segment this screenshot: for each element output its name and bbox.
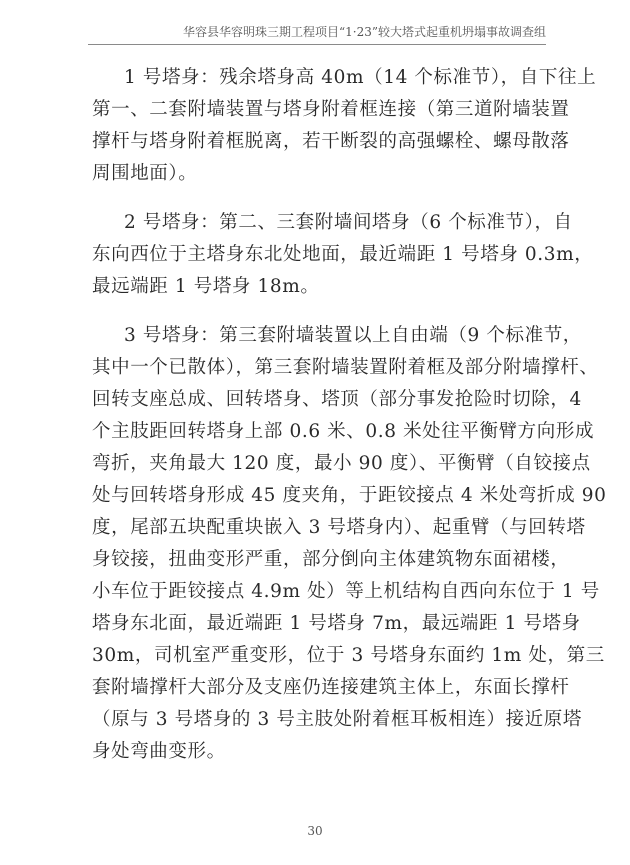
text-line: 身处弯曲变形。 <box>92 741 226 762</box>
text-line: 撑杆与塔身附着框脱离，若干断裂的高强螺栓、螺母散落 <box>92 131 570 152</box>
text-line: 其中一个已散体），第三套附墙装置附着框及部分附墙撑杆、 <box>92 357 599 378</box>
text-line: 最远端距 1 号塔身 18m。 <box>92 276 320 297</box>
text-line: 周围地面）。 <box>92 163 198 184</box>
header-title: 华容县华容明珠三期工程项目“1·23”较大塔式起重机坍塌事故调查组 <box>183 25 546 39</box>
text-line: 套附墙撑杆大部分及支座仍连接建筑主体上，东面长撑杆 <box>92 677 570 698</box>
text-line: 身铰接，扭曲变形严重，部分倒向主体建筑物东面裙楼， <box>92 549 570 570</box>
text-line: 塔身东北面，最近端距 1 号塔身 7m，最远端距 1 号塔身 <box>92 613 581 634</box>
text-line: （原与 3 号塔身的 3 号主肢处附着框耳板相连）接近原塔 <box>92 709 582 730</box>
page-number: 30 <box>307 824 323 838</box>
text-line: 处与回转塔身形成 45 度夹角，于距铰接点 4 米处弯折成 90 <box>92 485 607 506</box>
text-line: 1 号塔身：残余塔身高 40m（14 个标准节），自下往上 <box>124 67 597 88</box>
text-line: 回转支座总成、回转塔身、塔顶（部分事发抢险时切除，4 <box>92 389 582 410</box>
text-line: 弯折，夹角最大 120 度，最小 90 度）、平衡臂（自铰接点 <box>92 453 591 474</box>
paragraph-tower-body-2 <box>92 207 594 303</box>
page-header <box>88 22 546 45</box>
text-line: 个主肢距回转塔身上部 0.6 米、0.8 米处往平衡臂方向形成 <box>92 421 595 442</box>
text-line: 2 号塔身：第二、三套附墙间塔身（6 个标准节），自 <box>124 212 573 233</box>
text-line: 第一、二套附墙装置与塔身附着框连接（第三道附墙装置 <box>92 99 570 120</box>
document-body <box>92 62 607 785</box>
text-line: 小车位于距铰接点 4.9m 处）等上机结构自西向东位于 1 号 <box>92 581 600 602</box>
text-line: 30m，司机室严重变形，位于 3 号塔身东面约 1m 处，第三 <box>92 645 605 666</box>
text-line: 3 号塔身：第三套附墙装置以上自由端（9 个标准节， <box>124 325 582 346</box>
paragraph-tower-body-3 <box>92 320 607 768</box>
text-line: 度，尾部五块配重块嵌入 3 号塔身内）、起重臂（与回转塔 <box>92 517 586 538</box>
paragraph-tower-body-1 <box>92 62 597 190</box>
text-line: 东向西位于主塔身东北处地面，最近端距 1 号塔身 0.3m， <box>92 244 594 265</box>
